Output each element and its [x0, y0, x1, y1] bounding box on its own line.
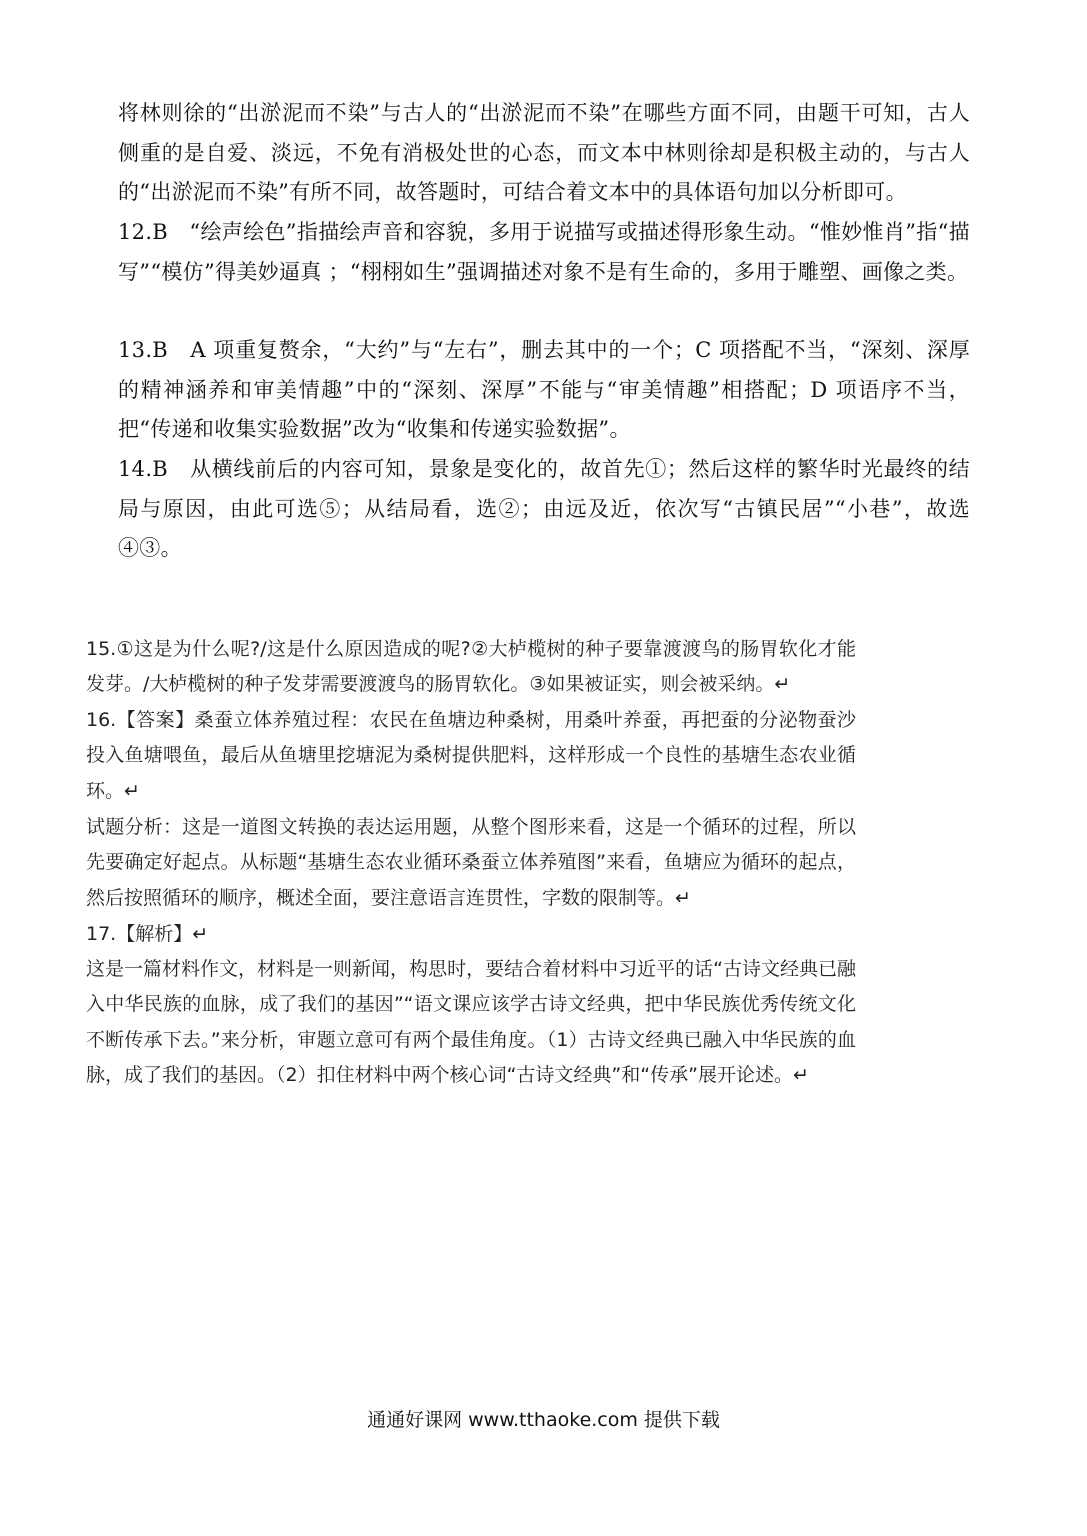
- answer-12: 12.B “绘声绘色”指描绘声音和容貌，多用于说描写或描述得形象生动。“惟妙惟肖”指“描写”“模仿”得美妙逼真 ；“栩栩如生”强调描述对象不是有生命的，多用于雕塑、画像之类。: [118, 220, 970, 284]
- answer-17-heading: 17.【解析】↵: [86, 923, 209, 945]
- answer-16-analysis: 试题分析：这是一道图文转换的表达运用题，从整个图形来看，这是一个循环的过程，所以先要确定好起点。从标题“基塘生态农业循环桑蚕立体养殖图”来看，鱼塘应为循环的起点，然后按照循环的顺序，概述全面，要注意语言连贯性，字数的限制等。↵: [86, 816, 856, 909]
- answer-11-continued: 将林则徐的“出淤泥而不染”与古人的“出淤泥而不染”在哪些方面不同，由题干可知，古人侧重的是自爱、淡远，不免有消极处世的心态，而文本中林则徐却是积极主动的，与古人的“出淤泥而不染”有所不同，故答题时，可结合着文本中的具体语句加以分析即可。: [118, 101, 970, 204]
- answer-14: 14.B 从横线前后的内容可知，景象是变化的，故首先①；然后这样的繁华时光最终的结局与原因，由此可选⑤；从结局看，选②；由远及近，依次写“古镇民居”“小巷”，故选④③。: [118, 457, 970, 560]
- answer-13: 13.B A 项重复赘余，“大约”与“左右”，删去其中的一个；C 项搭配不当，“深刻、深厚的精神涵养和审美情趣”中的“深刻、深厚”不能与“审美情趣”相搭配；D 项语序不当，把“传递和收集实验数据”改为“收集和传递实验数据”。: [118, 338, 970, 441]
- answer-15: 15.①这是为什么呢?/这是什么原因造成的呢?②大栌榄树的种子要靠渡渡鸟的肠胃软化才能发芽。/大栌榄树的种子发芽需要渡渡鸟的肠胃软化。③如果被证实，则会被采纳。↵: [86, 638, 856, 696]
- answer-17-body: 这是一篇材料作文，材料是一则新闻，构思时，要结合着材料中习近平的话“古诗文经典已融入中华民族的血脉，成了我们的基因”“语文课应该学古诗文经典，把中华民族优秀传统文化不断传承下去。”来分析，审题立意可有两个最佳角度。（1）古诗文经典已融入中华民族的血脉，成了我们的基因。（2）扣住材料中两个核心词“古诗文经典”和“传承”展开论述。↵: [86, 958, 856, 1086]
- page-footer: 通通好课网 www.tthaoke.com 提供下载: [367, 1409, 720, 1431]
- answer-16: 16.【答案】桑蚕立体养殖过程：农民在鱼塘边种桑树，用桑叶养蚕，再把蚕的分泌物蚕沙投入鱼塘喂鱼，最后从鱼塘里挖塘泥为桑树提供肥料，这样形成一个良性的基塘生态农业循环。↵: [86, 709, 856, 802]
